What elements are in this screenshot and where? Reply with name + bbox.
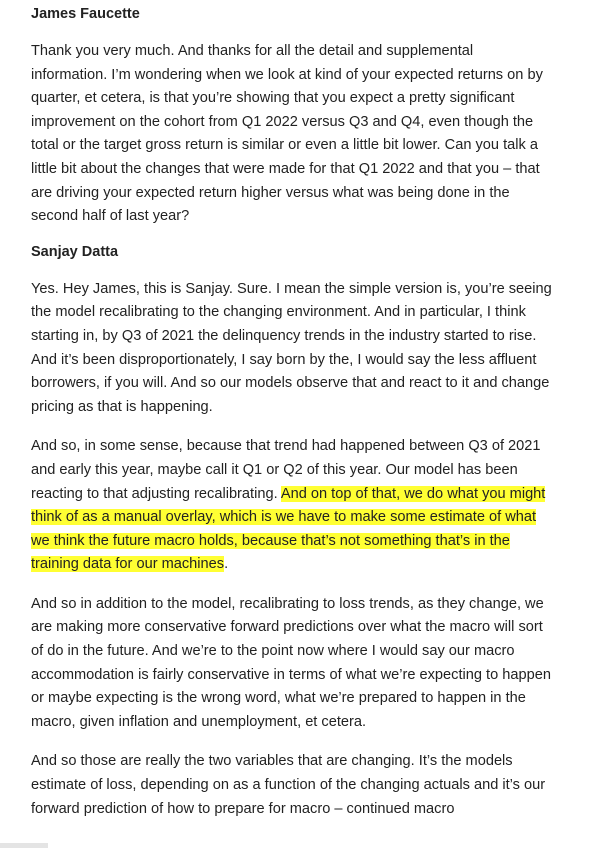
question-paragraph: Thank you very much. And thanks for all the detail and supplemental information. I’m wondering when we look at kind of your expected returns on by quarter, et cetera, is that you’re showing that you expect a pretty significant improvement on the cohort from Q1 2022 versus Q3 and Q4, even though the total or the target gross return is similar or even a little bit lower. Can you talk a little bit about the changes that were made for that Q1 2022 and that you – that are driving your expected return higher versus what was being done in the second half of last year? xyxy=(31,43,543,225)
answer-paragraph-2 xyxy=(31,435,553,577)
answer-paragraph-2-end: . xyxy=(224,556,229,573)
answer-paragraph-2-text: And so, in some sense, because that trend had happened between Q3 of 2021 and early this year, maybe call it Q1 or Q2 of this year. Our model has been reacting to that adjusting recalibrating. xyxy=(31,438,541,502)
speaker-name-james-faucette: James Faucette xyxy=(31,6,140,22)
transcript-body xyxy=(31,4,553,821)
horizontal-scrollbar-thumb[interactable] xyxy=(0,843,48,848)
answer-paragraph-3: And so in addition to the model, recalibrating to loss trends, as they change, we are making more conservative forward predictions over what the macro will sort of do in the future. And we’re to the point now where I would say our macro accommodation is fairly conservative in terms of what we’re expecting to happen or maybe expecting is the wrong word, what we’re prepared to happen in the macro, given inflation and unemployment, et cetera. xyxy=(31,595,551,730)
highlighted-text: And on top of that, we do what you might think of as a manual overlay, which is we have to make some estimate of what we think the future macro holds, because that’s not something that’s in the training data for our machines xyxy=(31,485,546,573)
answer-paragraph-1: Yes. Hey James, this is Sanjay. Sure. I mean the simple version is, you’re seeing the model recalibrating to the changing environment. And in particular, I think starting in, by Q3 of 2021 the delinquency trends in the industry started to rise. And it’s been disproportionately, I say born by the, I would say the less affluent borrowers, if you will. And so our models observe that and react to it and change pricing as that is happening. xyxy=(31,280,552,415)
speaker-name-sanjay-datta: Sanjay Datta xyxy=(31,243,119,260)
answer-paragraph-4: And so those are really the two variables that are changing. It’s the models estimate of loss, depending on as a function of the changing actuals and it’s our forward prediction of how to prepare for macro – continued macro xyxy=(31,753,546,817)
